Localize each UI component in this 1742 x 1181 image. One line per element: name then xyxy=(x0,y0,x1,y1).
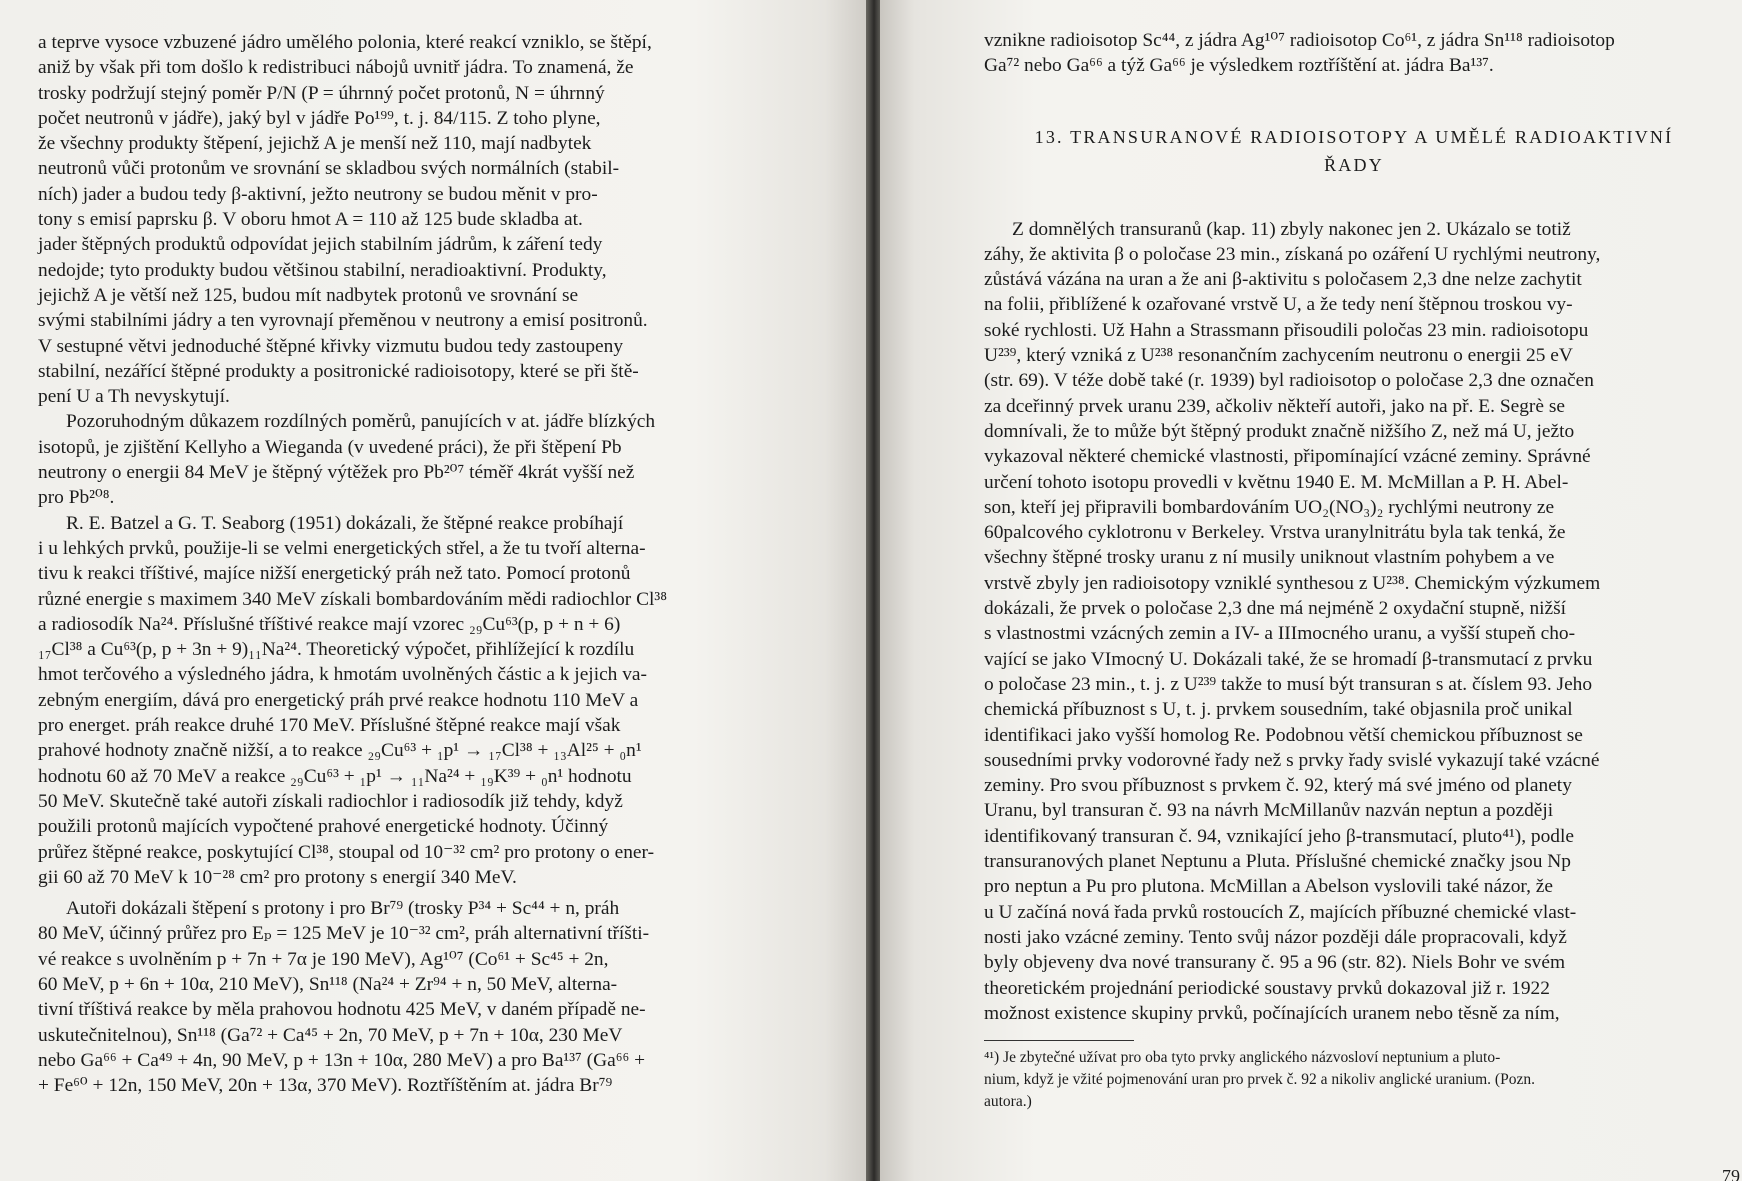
right-intro-paragraph: vznikne radioisotop Sc⁴⁴, z jádra Ag¹⁰⁷ radioisotop Co⁶¹, z jádra Sn¹¹⁸ radioisotop Ga⁷² nebo Ga⁶⁶ a týž Ga⁶⁶ je výsledkem roztříštění at. jádra Ba¹³⁷. xyxy=(984,30,1615,77)
page-number: 79 xyxy=(1722,1166,1740,1181)
left-paragraph-3: R. E. Batzel a G. T. Seaborg (1951) dokázali, že štěpné reakce probíhají i u lehkých prvků, použije-li se velmi energetických střel, a že tu tvoří alterna- tivu k reakci tříštivé, majíce nižší energetický práh než tato. Pomocí protonů různé energie s maximem 340 MeV získali bombardováním mědi radiochlor Cl³⁸ a radiosodík Na²⁴. Příslušné tříštivé reakce mají vzorec ₂₉Cu⁶³(p, p + n + 6) ₁₇Cl³⁸ a Cu⁶³(p, p + 3n + 9)₁₁Na²⁴. Theoretický výpočet, přihlížející k rozdílu hmot terčového a výsledného jádra, k hmotám uvolněných částic a k jejich va- zebným energiím, dává pro energetický práh prvé reakce hodnotu 110 MeV a pro energet. práh reakce druhé 170 MeV. Příslušné štěpné reakce mají však prahové hodnoty značně nižší, a to reakce ₂₉Cu⁶³ + ₁p¹ → ₁₇Cl³⁸ + ₁₃Al²⁵ + ₀n¹ hodnotu 60 až 70 MeV a reakce ₂₉Cu⁶³ + ₁p¹ → ₁₁Na²⁴ + ₁₉K³⁹ + ₀n¹ hodnotu 50 MeV. Skutečně také autoři získali radiochlor i radiosodík již tehdy, když použili protonů majících vypočtené prahové energetické hodnoty. Účinný průřez štěpné reakce, poskytující Cl³⁸, stoupal od 10⁻³² cm² pro protony o ener- gii 60 až 70 MeV k 10⁻²⁸ cm² pro protony s energií 340 MeV. xyxy=(38,512,667,888)
footnote-divider xyxy=(984,1040,1134,1041)
right-body-paragraph: Z domnělých transuranů (kap. 11) zbyly nakonec jen 2. Ukázalo se totiž záhy, že aktivita β o poločase 23 min., získaná po ozáření U rychlými neutrony, zůstává vázána na uran a že ani β-aktivitu s poločasem 2,3 dne nelze zachytit na folii, přiblížené k ozařované vrstvě U, a že tedy není štěpnou troskou vy- soké rychlosti. Už Hahn a Strassmann přisoudili poločas 23 min. radioisotopu U²³⁹, který vzniká z U²³⁸ resonančním zachycením neutronu o energii 25 eV (str. 69). V téže době také (r. 1939) byl radioisotop o poločase 2,3 dne označen za dceřinný prvek uranu 239, ačkoliv někteří autoři, jako na př. E. Segrè se domnívali, že to může být štěpný produkt značně nižšího Z, než má U, ježto vykazoval některé chemické vlastnosti, připomínající vzácné zeminy. Správné určení tohoto isotopu provedli v květnu 1940 E. M. McMillan a P. H. Abel- son, kteří jej připravili bombardováním UO₂(NO₃)₂ rychlými neutrony ze 60palcového cyklotronu v Berkeley. Vrstva uranylnitrátu byla tak tenká, že všechny štěpné trosky uranu z ní musily uniknout vlastním pohybem a ve vrstvě zbyly jen radioisotopy vzniklé synthesou z U²³⁸. Chemickým výzkumem dokázali, že prvek o poločase 2,3 dne má nejméně 2 oxydační stupně, nižší s vlastnostmi vzácných zemin a IV- a IIImocného uranu, a vyšší stupeň cho- vající se jako VImocný U. Dokázali také, že se hromadí β-transmutací z prvku o poločase 23 min., t. j. z U²³⁹ takže to musí být transuran s at. číslem 93. Jeho chemická příbuznost s U, t. j. prvkem sousedním, také objasnila proč unikal identifikaci jako vyšší homolog Re. Podobnou větší chemickou příbuznost se sousedními prvky vodorovné řady než s prvky řady svislé vykazují také vzácné zeminy. Pro svou příbuznost s prvkem č. 92, který má své jméno od planety Uranu, byl transuran č. 93 na návrh McMillanův nazván neptun a později identifikovaný transuran č. 94, vznikající jeho β-transmutací, pluto⁴¹), podle transuranových planet Neptunu a Pluta. Příslušné chemické značky jsou Np pro neptun a Pu pro plutona. McMillan a Abelson vyslovili také názor, že u U začíná nová řada prvků rostoucích Z, majících příbuzné chemické vlast- nosti jako vzácné zeminy. Tento svůj názor později dále propracovali, když byly objeveny dva nové transurany č. 95 a 96 (str. 82). Niels Bohr ve svém theoretickém projednání periodické soustavy prvků dokazoval již r. 1922 možnost existence skupiny prvků, počínajících uranem nebo těsně za ním, xyxy=(984,218,1601,1024)
left-paragraph-2: Pozoruhodným důkazem rozdílných poměrů, panujících v at. jádře blízkých isotopů, je zjištění Kellyho a Wieganda (v uvedené práci), že při štěpení Pb neutrony o energii 84 MeV je štěpný výtěžek pro Pb²⁰⁷ téměř 4krát vyšší než pro Pb²⁰⁸. xyxy=(38,411,656,509)
footnote-41: ⁴¹) Je zbytečné užívat pro oba tyto prvky anglického názvosloví neptunium a pluto- nium, když je vžité pojmenování uran pro prvek č. 92 a nikoliv anglické uranium. (Pozn. autora.) xyxy=(984,1049,1535,1111)
left-paragraph-4: Autoři dokázali štěpení s protony i pro Br⁷⁹ (trosky P³⁴ + Sc⁴⁴ + n, práh 80 MeV, účinný průřez pro Eₚ = 125 MeV je 10⁻³² cm², práh alternativní tříšti- vé reakce s uvolněním p + 7n + 7α je 190 MeV), Ag¹⁰⁷ (Co⁶¹ + Sc⁴⁵ + 2n, 60 MeV, p + 6n + 10α, 210 MeV), Sn¹¹⁸ (Na²⁴ + Zr⁹⁴ + n, 50 MeV, alterna- tivní tříštivá reakce by měla prahovou hodnotu 425 MeV, v daném případě ne- uskutečnitelnou), Sn¹¹⁸ (Ga⁷² + Ca⁴⁵ + 2n, 70 MeV, p + 7n + 10α, 230 MeV nebo Ga⁶⁶ + Ca⁴⁹ + 4n, 90 MeV, p + 13n + 10α, 280 MeV) a pro Ba¹³⁷ (Ga⁶⁶ + + Fe⁶⁰ + 12n, 150 MeV, 20n + 13α, 370 MeV). Roztříštěním at. jádra Br⁷⁹ xyxy=(38,898,650,1097)
left-paragraph-1: a teprve vysoce vzbuzené jádro umělého polonia, které reakcí vzniklo, se štěpí, aniž by však při tom došlo k redistribuci nábojů uvnitř jádra. To znamená, že trosky podržují stejný poměr P/N (P = úhrnný počet protonů, N = úhrnný počet neutronů v jádře), jaký byl v jádře Po¹⁹⁹, t. j. 84/115. Z toho plyne, že všechny produkty štěpení, jejichž A je menší než 110, mají nadbytek neutronů vůči protonům ve srovnání se skladbou svých normálních (stabil- ních) jader a budou tedy β-aktivní, ježto neutrony se budou měnit v pro- tony s emisí paprsku β. V oboru hmot A = 110 až 125 bude skladba at. jader štěpných produktů odpovídat jejich stabilním jádrům, k záření tedy nedojde; tyto produkty budou většinou stabilní, neradioaktivní. Produkty, jejichž A je větší než 125, budou mít nadbytek protonů ve srovnání se svými stabilními jádry a ten vyrovnají přeměnou v neutrony a emisí positronů. V sestupné větvi jednoduché štěpné křivky vizmutu budou tedy zastoupeny stabilní, nezářící štěpné produkty a positronické radioisotopy, které se při ště- pení U a Th nevyskytují. xyxy=(38,32,652,408)
left-page xyxy=(0,0,868,1181)
right-page xyxy=(880,0,1742,1181)
section-heading: 13. TRANSURANOVÉ RADIOISOTOPY A UMĚLÉ RADIOAKTIVNÍ ŘADY xyxy=(1034,126,1674,175)
